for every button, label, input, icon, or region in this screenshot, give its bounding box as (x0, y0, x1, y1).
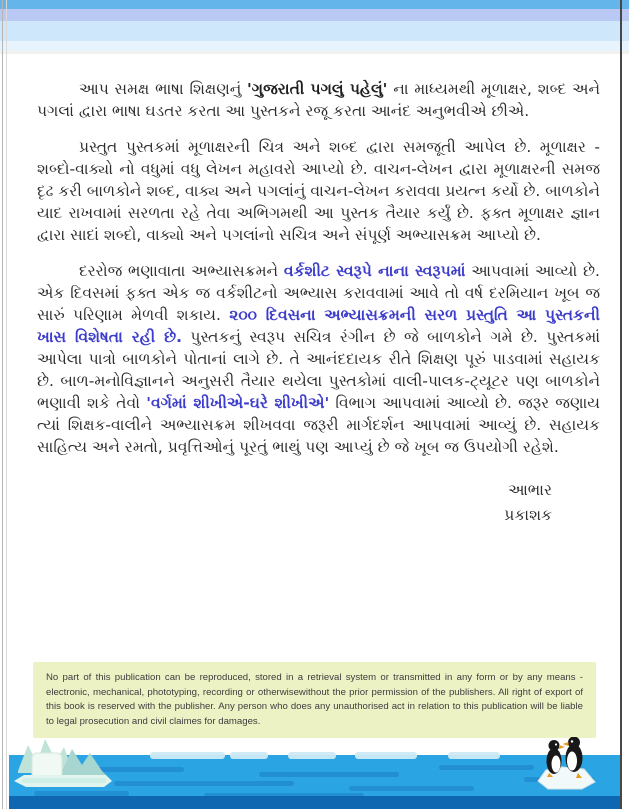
text-segment: આપવામાં આવ્યો છે. એક દિવસમાં ફક્ત એક જ વર્કશીટનો અભ્યાસ કરાવવામાં આવે તો વર્ષ દરમિયાન ખૂબ જ સારું પરિણામ મેળવી શકાય. (37, 262, 600, 324)
water-streak (349, 786, 474, 791)
paragraph-1 (37, 78, 600, 122)
ice-floe (230, 752, 268, 759)
water-streak (259, 772, 399, 777)
water-streak (114, 781, 294, 786)
text-segment: આપ સમક્ષ ભાષા શિક્ષણનું (79, 80, 248, 98)
copyright-notice-text: No part of this publication can be reproduced, stored in a retrieval system or transmitted in any form or by any means -electronic, mechanical, phototyping, recording or otherwisewithout the prior permission of the publishers. All right of export of this book is reserved with the publisher. Any person who does any unauthorised act in relation to this publication will be liable to legal prosecution and civil claimes for damages. (46, 672, 583, 727)
paragraph-2 (37, 136, 600, 246)
preface-text-block (37, 60, 600, 660)
signature-block (37, 478, 600, 528)
text-segment: દરરોજ ભણાવાતા અભ્યાસક્રમને (79, 262, 284, 280)
signature-publisher: પ્રકાશક (504, 506, 552, 524)
text-segment: પ્રસ્તુત પુસ્તકમાં મૂળાક્ષરની ચિત્ર અને શબ્દ દ્વારા સમજૂતી આપેલ છે. મૂળાક્ષર - શબ્દો-વાક્યો નો વધુમાં વધુ લેખન મહાવરો આપ્યો છે. વાચન-લેખન દ્વારા મૂળાક્ષરની સમજ દૃઢ કરી બાળકોને શબ્દ, વાક્ય અને પગલાંનું વાચન-લેખન કરાવવા પ્રયત્ન કર્યો છે. બાળકોને યાદ રાખવામાં સરળતા રહે તેવા અભિગમથી આ પુસ્તક તૈયાર કર્યું છે. ફક્ત મૂળાક્ષર જ્ઞાન દ્વારા સાદાં શબ્દો, વાક્યો અને પગલાંનો સચિત્ર અને સંપૂર્ણ અભ્યાસક્રમ આપ્યો છે. (37, 138, 600, 244)
paragraphs-container (37, 78, 600, 458)
text-segment: ના માધ્યમથી મૂળાક્ષર, શબ્દ અને પગલાં દ્વારા ભાષા ઘડતર કરતા આ પુસ્તકને રજૂ કરતા આનંદ અનુભવીએ છીએ. (37, 80, 600, 120)
ice-floe (288, 752, 336, 759)
text-segment: વિભાગ આપવામાં આવ્યો છે. જરૂર જણાય ત્યાં શિક્ષક-વાલીને અભ્યાસક્રમ શીખવવા જરૂરી માર્ગદર્શન આપવામાં આવ્યું છે. સહાયક સાહિત્ય અને રમતો, પ્રવૃત્તિઓનું પૂરતું ભાથું પણ આપ્યું છે જે ખૂબ જ ઉપયોગી રહેશે. (37, 394, 600, 456)
page-left-border-inner (6, 0, 7, 809)
ice-floe (355, 752, 417, 759)
text-segment: 'ગુજરાતી પગલું પહેલું' (247, 80, 388, 98)
ice-floe (448, 752, 500, 759)
signature-thanks: આભાર (508, 481, 552, 499)
top-gradient-band (0, 0, 629, 54)
highlighted-phrase: વર્કશીટ સ્વરૂપે નાના સ્વરૂપમાં (283, 262, 466, 280)
page-right-margin (622, 54, 629, 809)
copyright-notice-box (33, 662, 596, 738)
page-right-border (620, 0, 622, 809)
ice-floe (150, 752, 225, 759)
page-left-border-outer (2, 0, 3, 809)
water-streak (439, 765, 534, 770)
highlighted-phrase: ૨૦૦ દિવસના અભ્યાસક્રમની સરળ પ્રસ્તુતિ આ પુસ્તકની ખાસ વિશેષતા રહી છે. (37, 306, 600, 346)
text-segment: પુસ્તકનું સ્વરૂપ સચિત્ર રંગીન છે જે બાળકોને ગમે છે. પુસ્તકમાં આપેલા પાત્રો બાળકોને પોતાનાં લાગે છે. તે આનંદદાયક રીતે શિક્ષણ પૂરું પાડવામાં સહાયક છે. બાળ-મનોવિજ્ઞાનને અનુસરી તૈયાર થયેલા પુસ્તકોમાં વાલી-પાલક-ટ્યૂટર પણ બાળકોને ભણાવી શકે તેવો (37, 328, 600, 412)
paragraph-3 (37, 260, 600, 458)
penguins-on-iceberg-icon (536, 737, 598, 793)
iceberg-left-icon (14, 731, 116, 793)
highlighted-phrase: 'વર્ગમાં શીખીએ-ઘરે શીખીએ' (146, 394, 330, 412)
water-streak (204, 793, 364, 798)
